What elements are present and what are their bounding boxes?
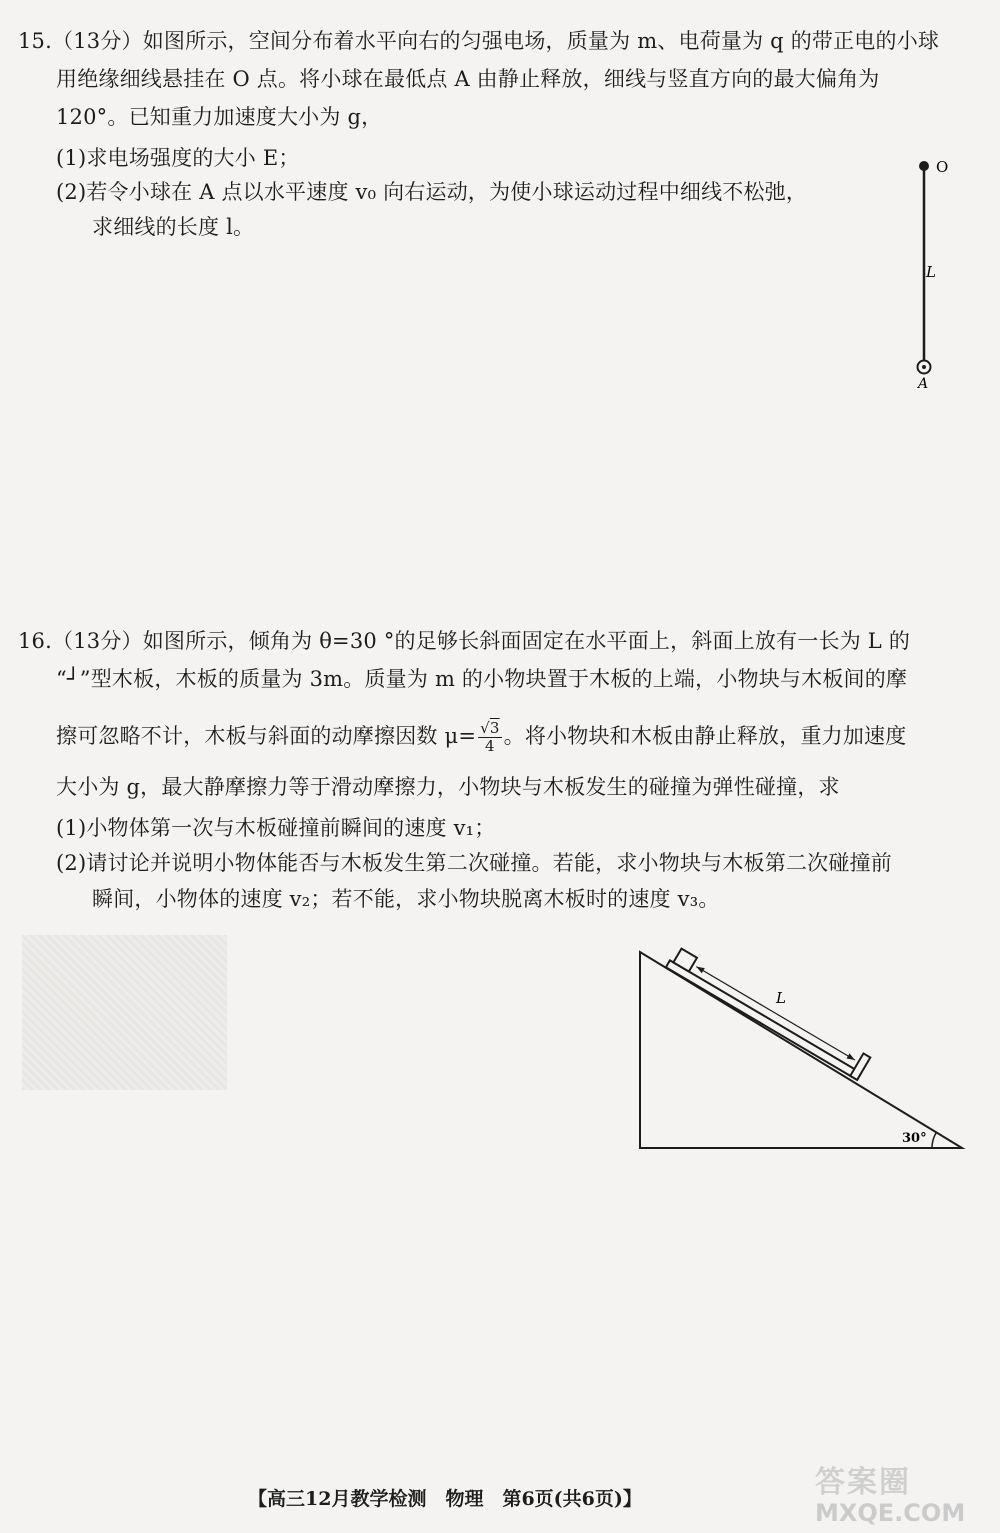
q16-line-3-b: 。将小物块和木板由静止释放，重力加速度 <box>503 724 907 748</box>
incline-figure <box>630 935 970 1160</box>
q16-part-1: (1)小物体第一次与木板碰撞前瞬间的速度 v₁； <box>56 816 496 840</box>
ball-a-center <box>922 365 926 369</box>
board-body <box>666 960 861 1080</box>
q16-line-4: 大小为 g，最大静摩擦力等于滑动摩擦力，小物块与木板发生的碰撞为弹性碰撞，求 <box>56 775 840 799</box>
q16-line-1: 16.（13分）如图所示，倾角为 θ=30 °的足够长斜面固定在水平面上，斜面上放有一长为 L 的 <box>18 629 911 653</box>
fraction-numerator: √3 <box>480 719 500 737</box>
length-arrow <box>696 967 855 1060</box>
arrow-head-left <box>695 964 705 973</box>
label-a: A <box>918 376 929 392</box>
q15-line-1: 15.（13分）如图所示，空间分布着水平向右的匀强电场，质量为 m、电荷量为 q 的带正电的小球 <box>18 29 940 53</box>
label-o: O <box>936 158 949 176</box>
pivot-point-o <box>919 161 929 171</box>
q15-part-2: (2)若令小球在 A 点以水平速度 v₀ 向右运动，为使小球运动过程中细线不松弛， <box>56 180 808 204</box>
q15-line-3: 120°。已知重力加速度大小为 g， <box>56 105 383 129</box>
radicand: 3 <box>489 719 500 737</box>
arrow-head-right <box>846 1053 856 1062</box>
board-length-label: L <box>776 989 786 1007</box>
q16-part-2: (2)请讨论并说明小物体能否与木板发生第二次碰撞。若能，求小物块与木板第二次碰撞前 <box>56 851 892 875</box>
watermark-line-1: 答案圈 <box>815 1465 911 1500</box>
watermark-line-2: MXQE.COM <box>815 1499 966 1527</box>
fraction-denominator: 4 <box>485 737 495 755</box>
scan-noise <box>22 935 227 1090</box>
q16-line-3-a: 擦可忽略不计，木板与斜面的动摩擦因数 μ= <box>56 724 477 748</box>
q15-line-2: 用绝缘细线悬挂在 O 点。将小球在最低点 A 由静止释放，细线与竖直方向的最大偏角为 <box>56 67 880 91</box>
angle-label: 30° <box>902 1131 927 1146</box>
pendulum-figure <box>900 150 970 395</box>
q15-part-1: (1)求电场强度的大小 E； <box>56 146 300 170</box>
wooden-board <box>666 945 870 1080</box>
q16-line-2: “┘”型木板，木板的质量为 3m。质量为 m 的小物块置于木板的上端，小物块与木板间的摩 <box>56 667 908 691</box>
board-stopper <box>850 1053 870 1079</box>
friction-coefficient-fraction <box>478 720 502 755</box>
q16-line-3 <box>56 720 906 755</box>
q15-part-2-cont: 求细线的长度 l。 <box>92 215 255 239</box>
page-footer: 【高三12月教学检测 物理 第6页(共6页)】 <box>248 1488 642 1510</box>
label-l: L <box>926 263 936 281</box>
angle-arc <box>932 1133 936 1148</box>
watermark-logo <box>815 1465 985 1527</box>
q16-part-2-cont: 瞬间，小物体的速度 v₂；若不能，求小物块脱离木板时的速度 v₃。 <box>92 887 720 911</box>
